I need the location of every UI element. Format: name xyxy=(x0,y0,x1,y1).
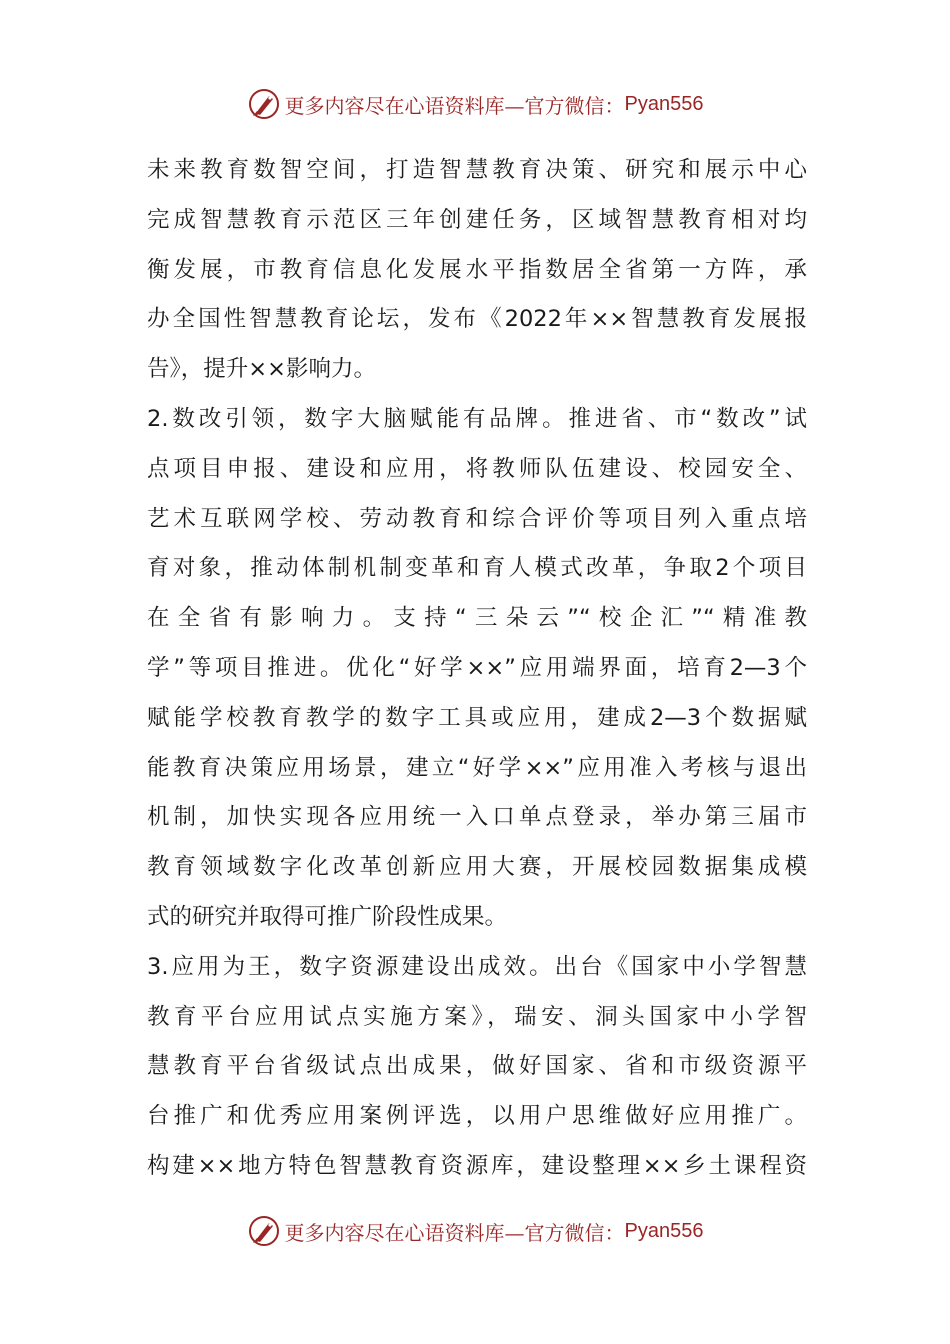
pen-nib-logo-icon xyxy=(247,1214,281,1248)
banner-text: 更多内容尽在心语资料库—官方微信： xyxy=(284,93,625,118)
footer-banner xyxy=(0,1211,950,1251)
text-line: 育对象，推动体制机制变革和育人模式改革，争取2个项目 xyxy=(147,555,807,582)
text-line: 点项目申报、建设和应用，将教师队伍建设、校园安全、 xyxy=(147,455,807,482)
document-body xyxy=(147,146,807,1192)
text-line: 办全国性智慧教育论坛，发布《2022年××智慧教育发展报 xyxy=(147,306,807,333)
text-line: 教育领域数字化改革创新应用大赛，开展校园数据集成模 xyxy=(147,854,807,881)
text-line: 未来教育数智空间，打造智慧教育决策、研究和展示中心 xyxy=(147,157,807,183)
text-line: 告》，提升××影响力。 xyxy=(147,356,376,383)
text-line: 3.应用为王，数字资源建设出成效。出台《国家中小学智慧 xyxy=(147,953,807,980)
text-line: 学”等项目推进。优化“好学××”应用端界面，培育2—3个 xyxy=(147,654,807,681)
text-line: 赋能学校教育教学的数字工具或应用，建成2—3个数据赋 xyxy=(147,704,807,731)
text-line: 教育平台应用试点实施方案》，瑞安、洞头国家中小学智 xyxy=(147,1003,807,1030)
text-line: 完成智慧教育示范区三年创建任务，区域智慧教育相对均 xyxy=(147,206,807,233)
text-line: 衡发展，市教育信息化发展水平指数居全省第一方阵，承 xyxy=(147,256,807,283)
text-line: 台推广和优秀应用案例评选，以用户思维做好应用推广。 xyxy=(147,1103,807,1130)
text-line: 构建××地方特色智慧教育资源库，建设整理××乡土课程资 xyxy=(147,1152,807,1179)
banner-account: Pyan556 xyxy=(624,92,704,115)
text-line: 机制，加快实现各应用统一入口单点登录，举办第三届市 xyxy=(147,804,807,831)
text-line: 慧教育平台省级试点出成果，做好国家、省和市级资源平 xyxy=(147,1053,807,1080)
text-line: 能教育决策应用场景，建立“好学××”应用准入考核与退出 xyxy=(147,754,807,781)
pen-nib-logo-icon xyxy=(247,87,281,121)
text-line: 2.数改引领，数字大脑赋能有品牌。推进省、市“数改”试 xyxy=(147,405,807,432)
text-line: 艺术互联网学校、劳动教育和综合评价等项目列入重点培 xyxy=(147,505,807,532)
text-line: 式的研究并取得可推广阶段性成果。 xyxy=(147,903,508,930)
text-line: 在全省有影响力。支持“三朵云”“校企汇”“精准教 xyxy=(147,605,807,632)
banner-text: 更多内容尽在心语资料库—官方微信： xyxy=(284,1220,625,1245)
header-banner xyxy=(0,84,950,124)
banner-account: Pyan556 xyxy=(624,1219,704,1242)
